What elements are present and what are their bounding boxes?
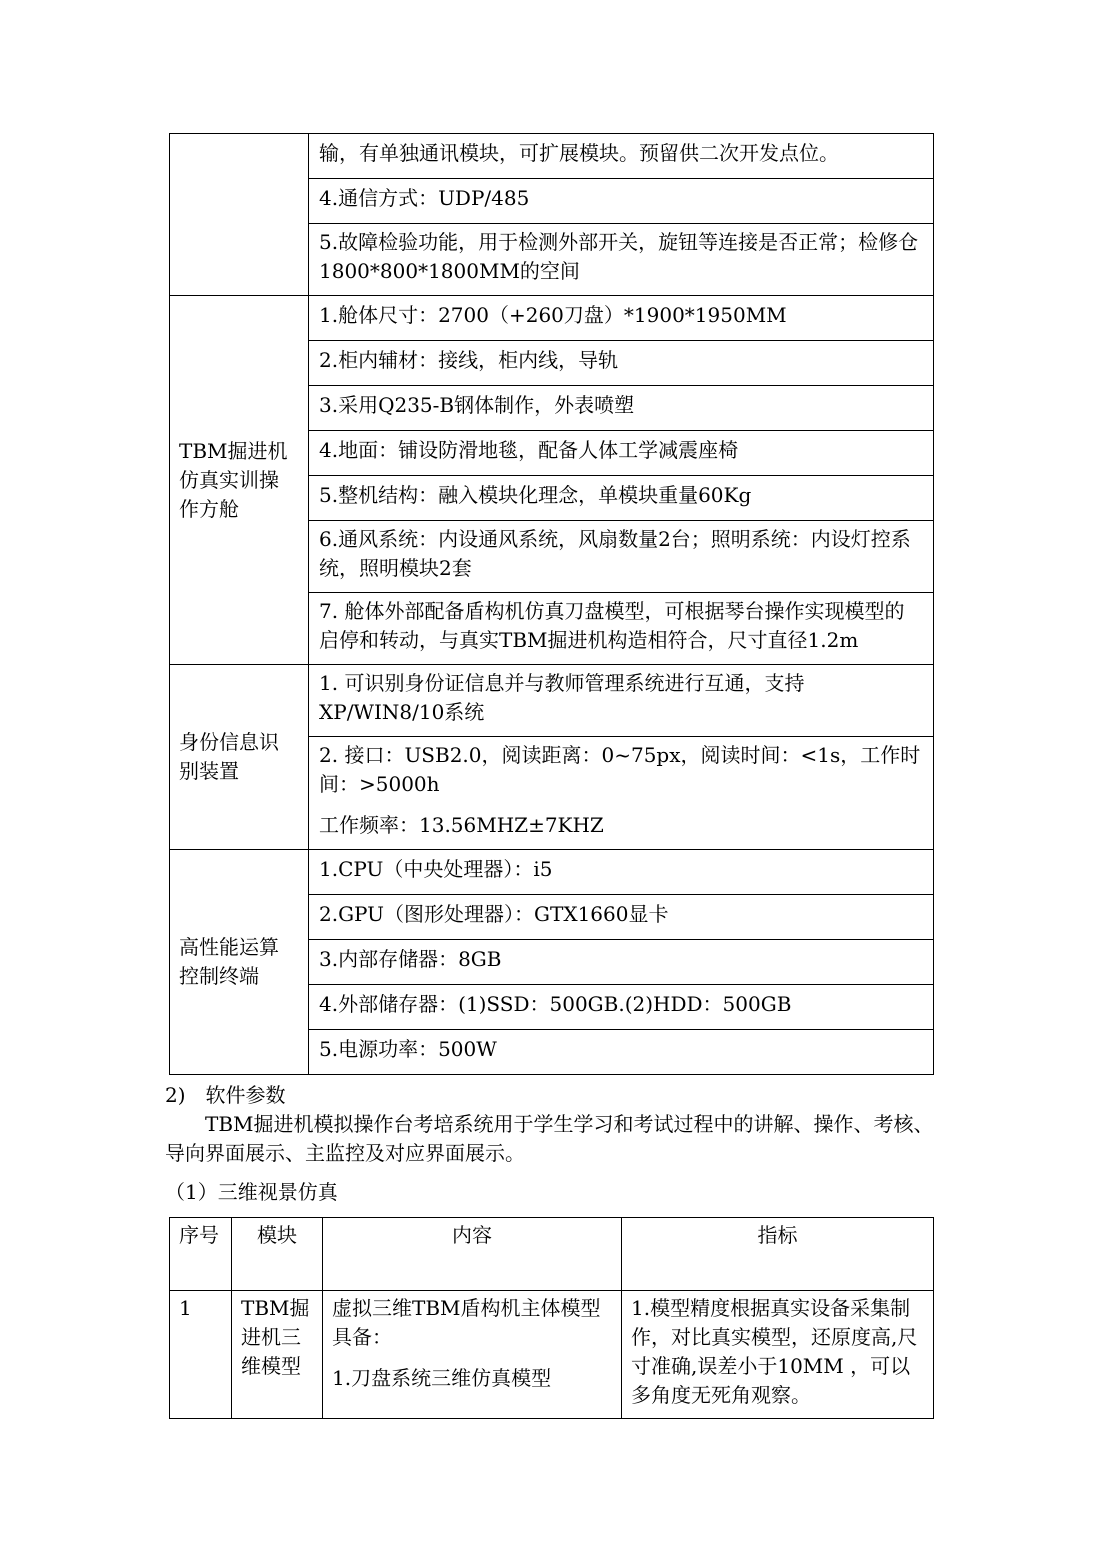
cell-no: 1 xyxy=(170,1291,232,1419)
table-row xyxy=(170,1291,934,1419)
spec-item: 4.地面：铺设防滑地毯，配备人体工学减震座椅 xyxy=(309,431,934,476)
spec-item: 3.采用Q235-B钢体制作，外表喷塑 xyxy=(309,386,934,431)
spec-row xyxy=(170,296,934,341)
cell-content xyxy=(323,1291,622,1419)
spec-item: 5.整机结构：融入模块化理念，单模块重量60Kg xyxy=(309,476,934,521)
header-no: 序号 xyxy=(170,1218,232,1291)
spec-item: 4.通信方式：UDP/485 xyxy=(309,179,934,224)
cell-module: TBM掘进机三维模型 xyxy=(232,1291,323,1419)
spec-item: 6.通风系统：内设通风系统，风扇数量2台；照明系统：内设灯控系统，照明模块2套 xyxy=(309,521,934,593)
content-item: 1.刀盘系统三维仿真模型 xyxy=(332,1366,552,1390)
section-heading-software: 2) 软件参数 xyxy=(165,1083,286,1107)
spec-row xyxy=(170,850,934,895)
header-indicator: 指标 xyxy=(622,1218,934,1291)
spec-item: 5.故障检验功能，用于检测外部开关，旋钮等连接是否正常；检修仓1800*800*1800MM的空间 xyxy=(309,224,934,296)
spec-item: 1. 可识别身份证信息并与教师管理系统进行互通，支持XP/WIN8/10系统 xyxy=(309,665,934,737)
spec-category: 身份信息识别装置 xyxy=(170,665,309,850)
header-content: 内容 xyxy=(323,1218,622,1291)
spec-category xyxy=(170,134,309,296)
spec-item: 4.外部储存器：(1)SSD：500GB.(2)HDD：500GB xyxy=(309,985,934,1030)
spec-table xyxy=(169,133,934,1075)
spec-item: 5.电源功率：500W xyxy=(309,1030,934,1075)
spec-item: 1.舱体尺寸：2700（+260刀盘）*1900*1950MM xyxy=(309,296,934,341)
spec-item: 输，有单独通讯模块，可扩展模块。预留供二次开发点位。 xyxy=(309,134,934,179)
spec-row xyxy=(170,665,934,737)
content-text: 虚拟三维TBM盾构机主体模型具备： xyxy=(332,1296,601,1349)
module-table xyxy=(169,1217,934,1419)
header-module: 模块 xyxy=(232,1218,323,1291)
spec-item: 7. 舱体外部配备盾构机仿真刀盘模型，可根据琴台操作实现模型的启停和转动，与真实TBM掘进机构造相符合，尺寸直径1.2m xyxy=(309,593,934,665)
spec-item: 2. 接口：USB2.0，阅读距离：0~75px，阅读时间：<1s，工作时间：>5000h xyxy=(319,743,921,796)
spec-category: TBM掘进机仿真实训操作方舱 xyxy=(170,296,309,665)
spec-item: 3.内部存储器：8GB xyxy=(309,940,934,985)
spec-item-cell xyxy=(309,737,934,850)
spec-item: 2.GPU（图形处理器）：GTX1660显卡 xyxy=(309,895,934,940)
module-table-header xyxy=(170,1218,934,1291)
software-paragraph: TBM掘进机模拟操作台考培系统用于学生学习和考试过程中的讲解、操作、考核、导向界面展示、主监控及对应界面展示。 xyxy=(165,1112,934,1165)
spec-item-extra: 工作频率：13.56MHZ±7KHZ xyxy=(319,813,604,837)
spec-category: 高性能运算控制终端 xyxy=(170,850,309,1075)
spec-row xyxy=(170,134,934,179)
spec-item: 2.柜内辅材：接线，柜内线，导轨 xyxy=(309,341,934,386)
subsection-heading: （1）三维视景仿真 xyxy=(165,1180,338,1204)
spec-item: 1.CPU（中央处理器）：i5 xyxy=(309,850,934,895)
cell-indicator: 1.模型精度根据真实设备采集制作，对比真实模型，还原度高,尺寸准确,误差小于10MM ，可以多角度无死角观察。 xyxy=(622,1291,934,1419)
